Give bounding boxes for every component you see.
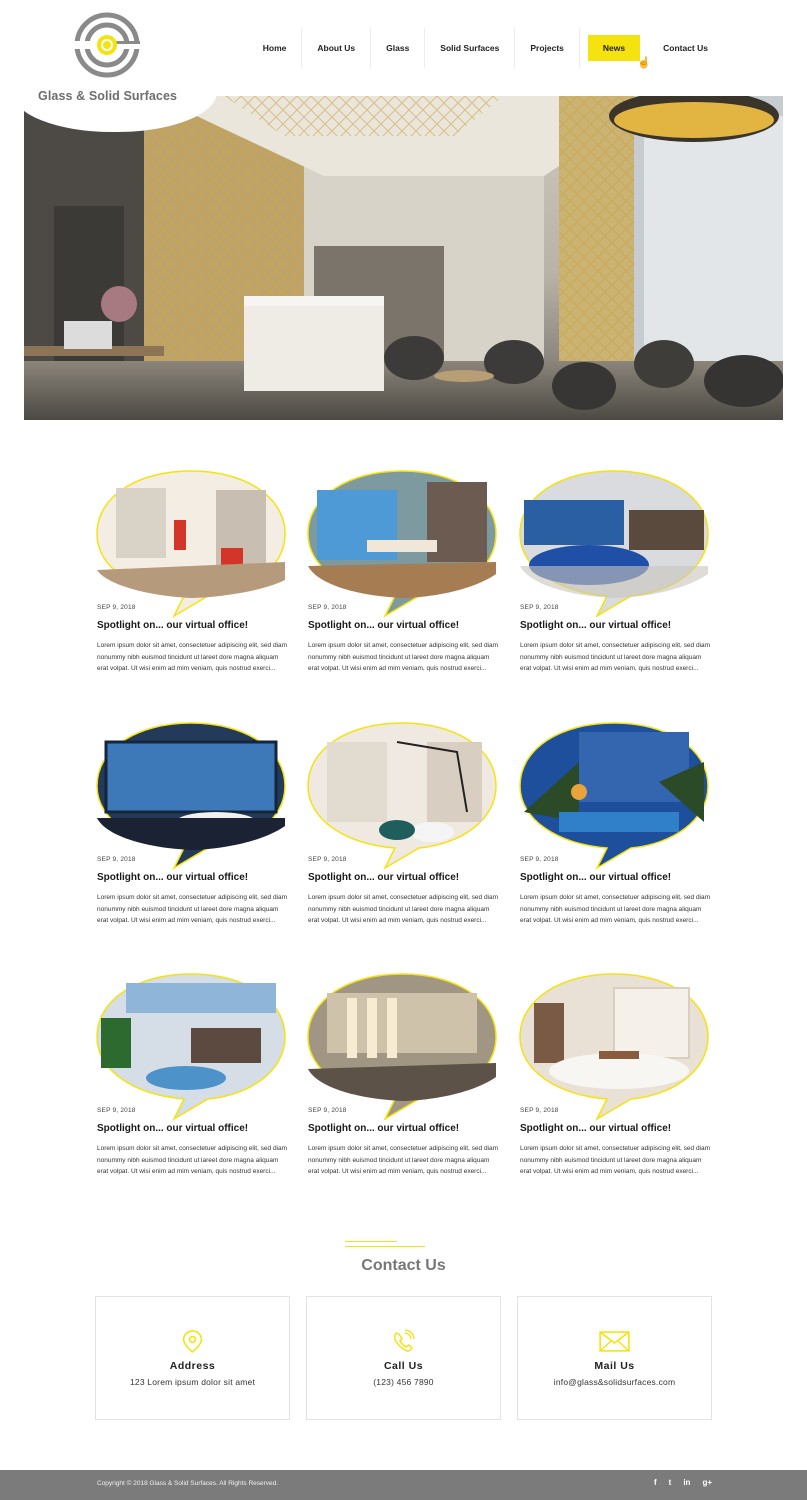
hand-cursor-icon: ☝ [637,57,651,69]
news-excerpt: Lorem ipsum dolor sit amet, consectetuer adipiscing elit, sed diam nonummy nibh euismod tincidunt ut lareet dore magna aliquam erat volpat. Ut wisi enim ad mim veniam, quis nostrud exerci... [308,642,499,672]
news-date: SEP 9, 2018 [97,604,136,611]
site-header [0,0,807,103]
news-image[interactable] [307,722,497,870]
main-nav [248,28,723,68]
news-image[interactable] [519,973,709,1121]
contact-value[interactable]: info@glass&solidsurfaces.com [553,1377,676,1387]
news-date: SEP 9, 2018 [520,604,559,611]
news-image[interactable] [96,470,286,618]
news-image[interactable] [519,722,709,870]
news-date: SEP 9, 2018 [308,604,347,611]
google-plus-icon[interactable]: g+ [702,1478,712,1487]
news-excerpt: Lorem ipsum dolor sit amet, consectetuer adipiscing elit, sed diam nonummy nibh euismod tincidunt ut lareet dore magna aliquam erat volpat. Ut wisi enim ad mim veniam, quis nostrud exerci... [308,1145,499,1175]
phone-icon [307,1329,500,1353]
contact-card-address [95,1296,290,1420]
nav-item-home[interactable]: Home [248,28,303,68]
news-image[interactable] [307,973,497,1121]
contact-card-email [517,1296,712,1420]
nav-item-solid-surfaces[interactable]: Solid Surfaces [425,28,515,68]
twitter-icon[interactable]: t [668,1478,672,1487]
news-date: SEP 9, 2018 [308,856,347,863]
copyright-text: Copyright © 2018 Glass & Solid Surfaces. All Rights Reserved. [97,1480,279,1487]
news-title[interactable]: Spotlight on... our virtual office! [97,1123,249,1134]
facebook-icon[interactable]: f [653,1478,657,1487]
news-title[interactable]: Spotlight on... our virtual office! [520,872,672,883]
contact-card-phone [306,1296,501,1420]
contact-title: Contact Us [361,1257,446,1274]
hero-image [24,96,783,420]
news-title[interactable]: Spotlight on... our virtual office! [308,872,460,883]
news-title[interactable]: Spotlight on... our virtual office! [520,620,672,631]
news-excerpt: Lorem ipsum dolor sit amet, consectetuer adipiscing elit, sed diam nonummy nibh euismod tincidunt ut lareet dore magna aliquam erat volpat. Ut wisi enim ad mim veniam, quis nostrud exerci... [97,642,288,672]
nav-item-projects[interactable]: Projects [515,28,580,68]
news-excerpt: Lorem ipsum dolor sit amet, consectetuer adipiscing elit, sed diam nonummy nibh euismod tincidunt ut lareet dore magna aliquam erat volpat. Ut wisi enim ad mim veniam, quis nostrud exerci... [308,894,499,924]
nav-item-about-us[interactable]: About Us [302,28,371,68]
logo[interactable] [22,0,197,132]
location-pin-icon [96,1329,289,1353]
news-date: SEP 9, 2018 [308,1107,347,1114]
news-image[interactable] [96,722,286,870]
news-image[interactable] [96,973,286,1121]
news-title[interactable]: Spotlight on... our virtual office! [520,1123,672,1134]
news-date: SEP 9, 2018 [97,856,136,863]
envelope-icon [518,1329,711,1353]
news-title[interactable]: Spotlight on... our virtual office! [97,872,249,883]
contact-label: Call Us [383,1360,424,1372]
news-title[interactable]: Spotlight on... our virtual office! [97,620,249,631]
news-date: SEP 9, 2018 [97,1107,136,1114]
news-excerpt: Lorem ipsum dolor sit amet, consectetuer adipiscing elit, sed diam nonummy nibh euismod tincidunt ut lareet dore magna aliquam erat volpat. Ut wisi enim ad mim veniam, quis nostrud exerci... [520,894,711,924]
section-divider [345,1241,425,1247]
news-excerpt: Lorem ipsum dolor sit amet, consectetuer adipiscing elit, sed diam nonummy nibh euismod tincidunt ut lareet dore magna aliquam erat volpat. Ut wisi enim ad mim veniam, quis nostrud exerci... [520,642,711,672]
concentric-circles-logo-icon [74,12,140,78]
brand-name: Glass & Solid Surfaces [38,89,178,103]
news-title[interactable]: Spotlight on... our virtual office! [308,620,460,631]
news-date: SEP 9, 2018 [520,856,559,863]
linkedin-icon[interactable]: in [683,1478,691,1487]
nav-item-news[interactable]: News [588,35,640,61]
news-image[interactable] [519,470,709,618]
news-excerpt: Lorem ipsum dolor sit amet, consectetuer adipiscing elit, sed diam nonummy nibh euismod tincidunt ut lareet dore magna aliquam erat volpat. Ut wisi enim ad mim veniam, quis nostrud exerci... [97,894,288,924]
contact-label: Address [169,1360,216,1372]
news-excerpt: Lorem ipsum dolor sit amet, consectetuer adipiscing elit, sed diam nonummy nibh euismod tincidunt ut lareet dore magna aliquam erat volpat. Ut wisi enim ad mim veniam, quis nostrud exerci... [520,1145,711,1175]
contact-value[interactable]: (123) 456 7890 [373,1377,434,1387]
contact-value: 123 Lorem ipsum dolor sit amet [129,1377,256,1387]
social-links [654,1478,712,1487]
nav-item-contact-us[interactable]: Contact Us [663,43,708,53]
news-date: SEP 9, 2018 [520,1107,559,1114]
news-excerpt: Lorem ipsum dolor sit amet, consectetuer adipiscing elit, sed diam nonummy nibh euismod tincidunt ut lareet dore magna aliquam erat volpat. Ut wisi enim ad mim veniam, quis nostrud exerci... [97,1145,288,1175]
contact-label: Mail Us [594,1360,635,1372]
news-title[interactable]: Spotlight on... our virtual office! [308,1123,460,1134]
site-footer [0,1470,807,1500]
nav-item-glass[interactable]: Glass [371,28,425,68]
news-image[interactable] [307,470,497,618]
